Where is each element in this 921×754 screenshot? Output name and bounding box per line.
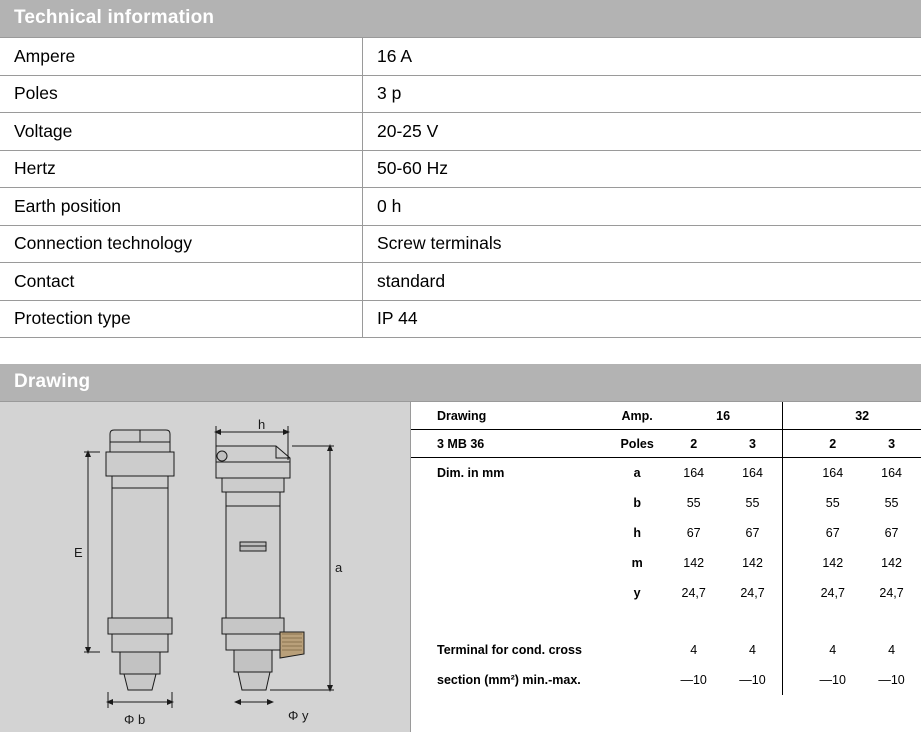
group-divider [782, 635, 803, 665]
dimension-table [411, 402, 921, 695]
dimension-label-a: a [335, 560, 343, 575]
dim-h-32-2: 67 [825, 526, 840, 540]
group-divider [782, 578, 803, 608]
table-row [411, 402, 921, 430]
dim-y-32-3: 24,7 [879, 586, 904, 600]
table-row [411, 635, 921, 665]
dim-b-32-3: 55 [884, 496, 899, 510]
table-row [411, 430, 921, 458]
dim-a-16-3: 164 [742, 466, 763, 480]
table-row [0, 38, 921, 76]
row-label: Connection technology [0, 225, 363, 263]
amp-label: Amp. [621, 408, 653, 423]
dim-a-32-3: 164 [881, 466, 902, 480]
technical-information-table [0, 37, 921, 338]
group-divider [782, 402, 803, 430]
section-16-2: —10 [680, 673, 707, 687]
row-label: Hertz [0, 150, 363, 188]
dim-a-16-2: 164 [683, 466, 705, 480]
drawing-body [0, 401, 921, 732]
dim-symbol-m: m [631, 556, 643, 570]
dim-m-16-2: 142 [683, 556, 705, 570]
group-divider [782, 430, 803, 458]
row-value: IP 44 [363, 300, 921, 338]
dim-m-32-3: 142 [881, 556, 902, 570]
row-value: 16 A [363, 38, 921, 76]
group-divider [782, 665, 803, 695]
empty-cell [411, 548, 610, 578]
table-row [0, 150, 921, 188]
table-row [411, 518, 921, 548]
drawing-section [0, 364, 921, 732]
empty-cell [610, 665, 664, 695]
table-row [411, 548, 921, 578]
dimension-label-E: E [74, 545, 83, 560]
empty-cell [723, 608, 782, 635]
row-label: Contact [0, 263, 363, 301]
section-16-3: —10 [739, 673, 766, 687]
dimension-label-phi-y: Φ y [288, 708, 309, 723]
row-value: Screw terminals [363, 225, 921, 263]
technical-information-header: Technical information [0, 0, 921, 37]
row-value: standard [363, 263, 921, 301]
table-row [411, 665, 921, 695]
empty-cell [610, 608, 664, 635]
dim-symbol-b: b [633, 496, 641, 510]
terminal-32-2: 4 [829, 643, 837, 657]
terminal-32-3: 4 [888, 643, 896, 657]
empty-cell [610, 635, 664, 665]
drawing-header: Drawing [0, 364, 921, 401]
table-row [411, 578, 921, 608]
empty-cell [411, 488, 610, 518]
row-value: 20-25 V [363, 113, 921, 151]
section-32-2: —10 [819, 673, 846, 687]
table-row [0, 225, 921, 263]
empty-cell [411, 578, 610, 608]
section-32-3: —10 [878, 673, 905, 687]
dim-m-32-2: 142 [822, 556, 844, 570]
table-row [0, 75, 921, 113]
terminal-16-3: 4 [749, 643, 756, 657]
table-row-spacer [411, 608, 921, 635]
dim-y-32-2: 24,7 [820, 586, 845, 600]
group-divider [782, 608, 803, 635]
row-value: 3 p [363, 75, 921, 113]
section-label: section (mm²) min.-max. [437, 673, 581, 687]
dim-in-mm-label: Dim. in mm [437, 466, 505, 480]
row-label: Poles [0, 75, 363, 113]
dim-symbol-h: h [633, 526, 641, 540]
amp-group-32: 32 [855, 408, 870, 423]
table-row [411, 488, 921, 518]
drawing-label: Drawing [437, 408, 487, 423]
dim-symbol-y: y [633, 586, 641, 600]
dim-m-16-3: 142 [742, 556, 763, 570]
dim-y-16-3: 24,7 [740, 586, 765, 600]
dim-h-16-2: 67 [686, 526, 701, 540]
table-row [0, 263, 921, 301]
section-divider [0, 338, 921, 364]
plug-technical-drawing-svg [0, 402, 410, 732]
poles-16-2: 2 [664, 430, 723, 458]
row-value: 0 h [363, 188, 921, 226]
dimension-label-h: h [258, 417, 266, 432]
terminal-label: Terminal for cond. cross [437, 643, 582, 657]
row-label: Ampere [0, 38, 363, 76]
group-divider [782, 488, 803, 518]
dim-b-16-3: 55 [745, 496, 760, 510]
empty-cell [411, 608, 610, 635]
dimension-label-phi-b: Φ b [124, 712, 146, 727]
table-row [411, 458, 921, 489]
row-label: Earth position [0, 188, 363, 226]
dim-b-32-2: 55 [825, 496, 840, 510]
dim-b-16-2: 55 [686, 496, 701, 510]
table-row [0, 188, 921, 226]
table-row [0, 113, 921, 151]
dim-symbol-a: a [633, 466, 641, 480]
poles-label: Poles [610, 430, 664, 458]
empty-cell [664, 608, 723, 635]
group-divider [782, 548, 803, 578]
poles-32-2: 2 [803, 430, 862, 458]
table-row [0, 300, 921, 338]
terminal-16-2: 4 [690, 643, 698, 657]
group-divider [782, 518, 803, 548]
poles-32-3: 3 [862, 430, 921, 458]
poles-16-3: 3 [723, 430, 782, 458]
dim-h-16-3: 67 [745, 526, 760, 540]
empty-cell [862, 608, 921, 635]
dim-a-32-2: 164 [822, 466, 844, 480]
empty-cell [411, 518, 610, 548]
group-divider [782, 458, 803, 489]
dimension-table-panel [411, 402, 921, 732]
drawing-illustration [0, 402, 411, 732]
empty-cell [803, 608, 862, 635]
row-value: 50-60 Hz [363, 150, 921, 188]
row-label: Protection type [0, 300, 363, 338]
drawing-code: 3 MB 36 [411, 430, 610, 458]
dim-h-32-3: 67 [884, 526, 899, 540]
dim-y-16-2: 24,7 [681, 586, 706, 600]
amp-group-16: 16 [716, 408, 731, 423]
row-label: Voltage [0, 113, 363, 151]
